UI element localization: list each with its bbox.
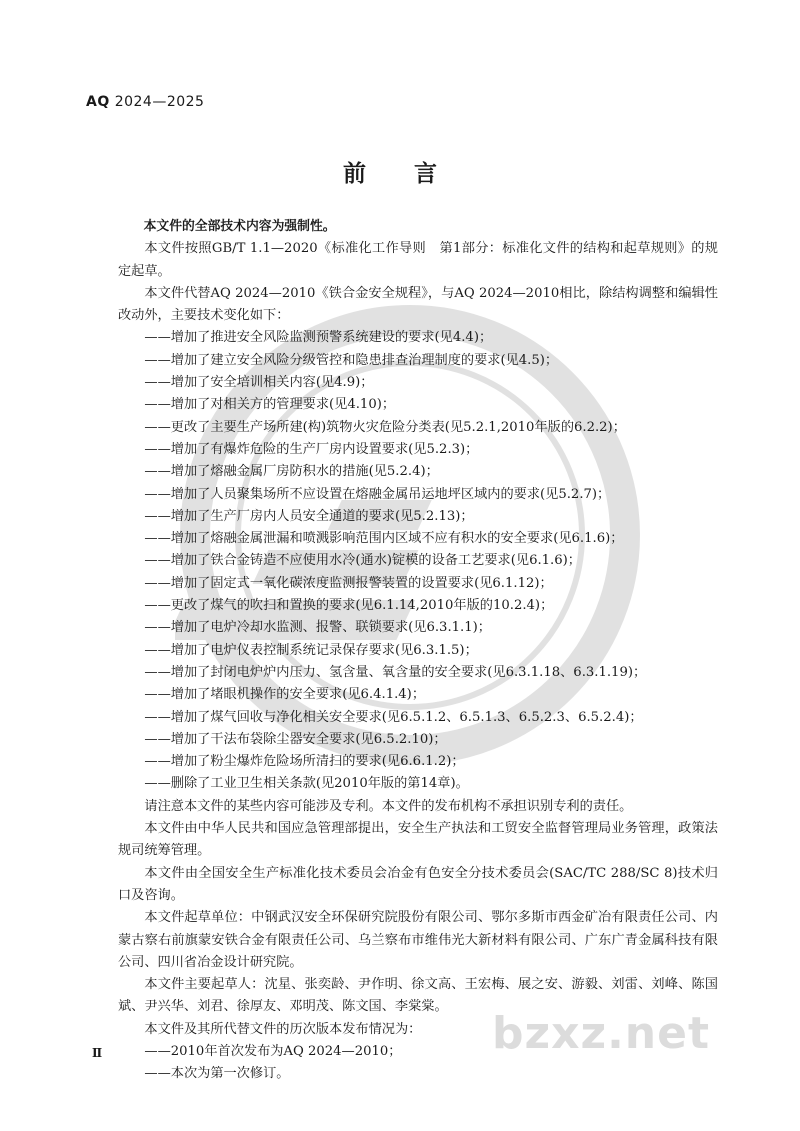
change-item: ——增加了人员聚集场所不应设置在熔融金属吊运地坪区域内的要求(见5.2.7)； xyxy=(144,486,611,502)
document-code-number: 2024—2025 xyxy=(114,94,205,110)
change-item: ——更改了主要生产场所建(构)筑物火灾危险分类表(见5.2.1,2010年版的6.2.2)； xyxy=(144,419,626,435)
change-item: ——增加了建立安全风险分级管控和隐患排查治理制度的要求(见4.5)； xyxy=(144,352,559,368)
document-code-prefix: AQ xyxy=(86,94,110,110)
change-item: ——增加了电炉冷却水监测、报警、联锁要求(见6.3.1.1)； xyxy=(144,620,491,636)
change-item: ——增加了有爆炸危险的生产厂房内设置要求(见5.2.3)； xyxy=(144,441,479,457)
closing-paragraph: 本文件主要起草人：沈星、张奕龄、尹作明、徐文高、王宏梅、展之安、游毅、刘雷、刘峰、陈国斌、尹兴华、刘君、徐厚友、邓明茂、陈文国、李棠棠。 xyxy=(118,977,718,1015)
site-watermark-text: bzxz.net xyxy=(492,1008,711,1059)
change-item: ——增加了生产厂房内人员安全通道的要求(见5.2.13)； xyxy=(144,508,474,524)
document-code xyxy=(86,94,204,110)
change-item: ——增加了熔融金属泄漏和喷溅影响范围内区域不应有积水的安全要求(见6.1.6)； xyxy=(144,531,624,547)
change-item: ——增加了粉尘爆炸危险场所清扫的要求(见6.6.1.2)； xyxy=(144,754,465,770)
change-item: ——更改了煤气的吹扫和置换的要求(见6.1.14,2010年版的10.2.4)； xyxy=(144,598,554,614)
closing-paragraph: 本文件由全国安全生产标准化技术委员会冶金有色安全分技术委员会(SAC/TC 288/SC 8)技术归口及咨询。 xyxy=(118,865,718,903)
change-item: ——删除了工业卫生相关条款(见2010年版的第14章)。 xyxy=(144,776,469,792)
closing-paragraph: 本文件及其所代替文件的历次版本发布情况为： xyxy=(144,1021,422,1037)
change-item: ——增加了对相关方的管理要求(见4.10)； xyxy=(144,397,396,413)
closing-paragraph: 请注意本文件的某些内容可能涉及专利。本文件的发布机构不承担识别专利的责任。 xyxy=(144,798,633,814)
document-body xyxy=(118,216,718,1086)
change-item: ——增加了推进安全风险监测预警系统建设的要求(见4.4)； xyxy=(144,330,493,346)
intro-paragraph: 本文件按照GB/T 1.1—2020《标准化工作导则 第1部分：标准化文件的结构和起草规则》的规定起草。 xyxy=(118,241,718,279)
change-item: ——增加了封闭电炉炉内压力、氢含量、氧含量的安全要求(见6.3.1.18、6.3.1.19)； xyxy=(144,664,647,680)
changes-list xyxy=(118,327,718,795)
intro-paragraph: 本文件的全部技术内容为强制性。 xyxy=(143,219,336,234)
closing-paragraph: 本文件起草单位：中钢武汉安全环保研究院股份有限公司、鄂尔多斯市西金矿冶有限责任公司、内蒙古察右前旗蒙安铁合金有限责任公司、乌兰察布市维伟光大新材料有限公司、广东广青金属科技有限公司、四川省冶金设计研究院。 xyxy=(118,910,718,970)
page-number: Ⅱ xyxy=(92,1046,103,1060)
change-item: ——增加了熔融金属厂房防积水的措施(见5.2.4)； xyxy=(144,464,439,480)
page-title: 前 言 xyxy=(342,161,457,187)
intro-paragraph: 本文件代替AQ 2024—2010《铁合金安全规程》，与AQ 2024—2010相比，除结构调整和编辑性改动外，主要技术变化如下： xyxy=(118,285,718,324)
change-item: ——增加了煤气回收与净化相关安全要求(见6.5.1.2、6.5.1.3、6.5.2.3、6.5.2.4)； xyxy=(144,709,643,725)
change-item: ——增加了固定式一氧化碳浓度监测报警装置的设置要求(见6.1.12)； xyxy=(144,575,553,591)
change-item: ——增加了铁合金铸造不应使用水冷(通水)锭模的设备工艺要求(见6.1.6)； xyxy=(144,553,581,569)
closing-section xyxy=(118,796,718,1041)
intro-section xyxy=(118,216,718,327)
closing-paragraph: 本文件由中华人民共和国应急管理部提出，安全生产执法和工贸安全监督管理局业务管理，政策法规司统筹管理。 xyxy=(118,821,718,859)
history-item: ——本次为第一次修订。 xyxy=(144,1066,290,1082)
change-item: ——增加了安全培训相关内容(见4.9)； xyxy=(144,375,374,391)
change-item: ——增加了电炉仪表控制系统记录保存要求(见6.3.1.5)； xyxy=(144,642,478,658)
change-item: ——增加了堵眼机操作的安全要求(见6.4.1.4)； xyxy=(144,687,426,703)
history-item: ——2010年首次发布为AQ 2024—2010； xyxy=(144,1043,402,1059)
change-item: ——增加了干法布袋除尘器安全要求(见6.5.2.10)； xyxy=(144,731,447,747)
